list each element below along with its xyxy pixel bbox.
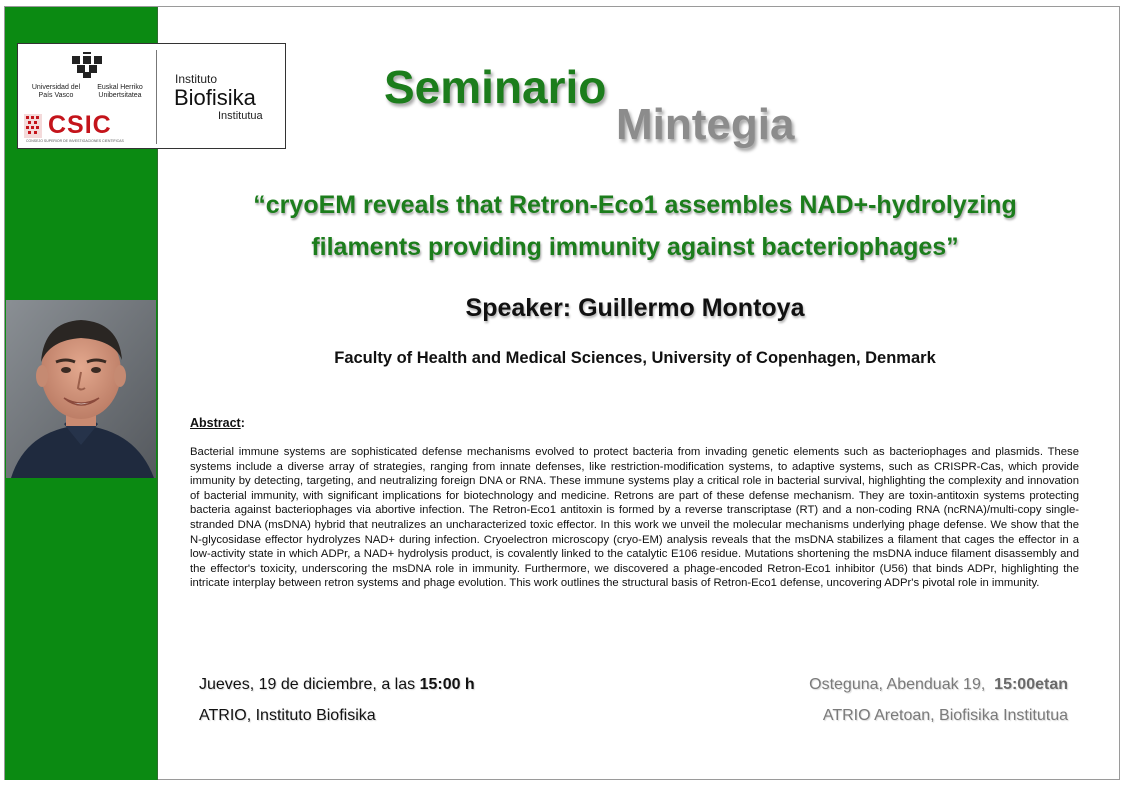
speaker-portrait-illustration xyxy=(6,300,156,478)
abstract-text: Bacterial immune systems are sophisticated defense mechanisms evolved to protect bacteria from invading genetic elements such as bacteriophages and plasmids. These systems include a diverse array of strategies, ranging from innate defenses, like restriction-modification systems, to adaptive systems, such as CRISPR-Cas, which provide immunity by detecting, targeting, and neutralizing foreign DNA or RNA. These immune systems play a critical role in bacterial survival, highlighting the complexity and innovation of bacterial immunity, with significant implications for biotechnology and medicine. Retrons are part of these defense mechanism. They are toxin-antitoxin systems protecting bacteria against bacteriophages via abortive infection. The Retron-Eco1 antitoxin is formed by a reverse transcriptase (RT) and a non-coding RNA (ncRNA)/multi-copy single-stranded DNA (msDNA) hybrid that neutralizes an uncharacterized toxic effector. In this work we unveil the molecular mechanisms underlying phage defense. We show that the N-glycosidase effector hydrolyzes NAD+ during infection. Cryoelectron microscopy (cryo-EM) analysis reveals that the msDNA stabilizes a filament that cages the effector in a low-activity state in which ADPr, a NAD+ hydrolysis product, is covalently linked to the catalytic E106 residue. Mutations shortening the msDNA induce filament disassembly and the effector's toxicity, underscoring the msDNA role in immunity. Furthermore, we discovered a phage-encoded Retron-Eco1 inhibitor (U56) that binds ADPr, highlighting the intricate interplay between retron systems and phage evolution. This work outlines the structural basis of Retron-Eco1 defense, uncovering ADPr's pivotal role in immunity. xyxy=(190,446,1079,590)
abstract-heading-label: Abstract xyxy=(190,416,241,430)
csic-wordmark: CSIC xyxy=(48,111,112,139)
event-place-eu: ATRIO Aretoan, Biofisika Institutua xyxy=(822,707,1068,724)
logo-divider xyxy=(156,50,157,144)
event-date-eu xyxy=(809,676,1068,694)
abstract-heading-colon: : xyxy=(240,416,245,430)
biofisika-logo-line1: Instituto xyxy=(175,72,218,86)
biofisika-logo-line3: Institutua xyxy=(218,110,263,122)
speaker-photo xyxy=(6,300,156,478)
talk-title-line1: “cryoEM reveals that Retron-Eco1 assembles NAD+-hydrolyzing xyxy=(253,191,1017,219)
upv-name-eu: Euskal Herriko Unibertsitatea xyxy=(97,84,143,99)
event-date-eu-text: Osteguna, Abenduak 19, xyxy=(809,676,995,693)
biofisika-logo-line2: Biofisika xyxy=(174,85,256,110)
event-date-es-text: Jueves, 19 de diciembre, a las xyxy=(199,676,420,693)
upv-logo xyxy=(22,48,154,100)
upv-name-es: Universidad del País Vasco xyxy=(31,84,81,99)
event-time-eu: 15:00etan xyxy=(994,676,1068,693)
csic-subtitle: CONSEJO SUPERIOR DE INVESTIGACIONES CIENTÍFICAS xyxy=(26,139,124,143)
speaker-name: Speaker: Guillermo Montoya xyxy=(465,294,805,322)
csic-logo xyxy=(22,110,154,146)
mintegia-heading: Mintegia xyxy=(616,100,795,149)
upv-emblem-icon xyxy=(70,52,104,78)
talk-title-line2: filaments providing immunity against bacteriophages” xyxy=(311,233,959,261)
institution-logos xyxy=(17,43,286,149)
talk-title xyxy=(200,184,1070,268)
event-time-es: 15:00 h xyxy=(419,676,475,693)
event-place-es: ATRIO, Instituto Biofisika xyxy=(199,707,376,724)
seminario-heading: Seminario xyxy=(384,61,607,113)
csic-emblem-icon xyxy=(24,114,42,138)
event-date-es xyxy=(199,676,475,694)
speaker-affiliation: Faculty of Health and Medical Sciences, University of Copenhagen, Denmark xyxy=(334,349,936,367)
abstract-heading xyxy=(190,416,245,430)
